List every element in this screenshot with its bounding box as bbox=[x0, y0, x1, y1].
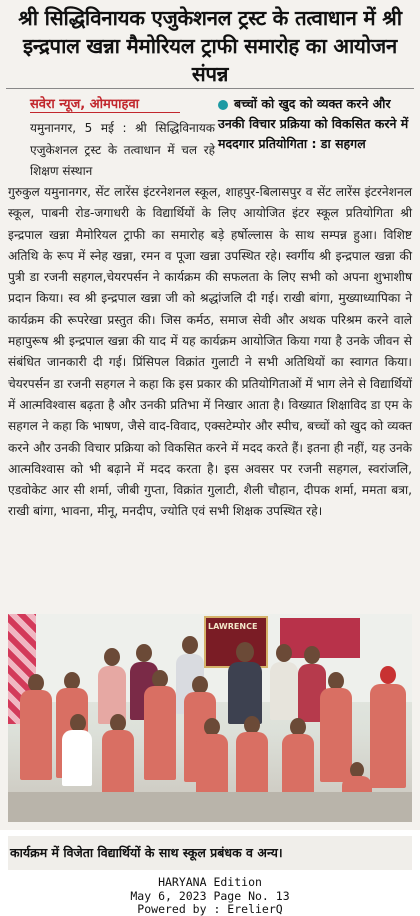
edition-label: HARYANA Edition bbox=[158, 875, 262, 889]
powered-by-label: Powered by : ErelierQ bbox=[137, 902, 283, 916]
person bbox=[144, 686, 176, 780]
headline-divider bbox=[6, 88, 414, 89]
person bbox=[370, 684, 406, 788]
person bbox=[20, 690, 52, 780]
article-intro: यमुनानगर, 5 मई : श्री सिद्धिविनायक एजुकेशनल ट्रस्ट के तत्वाधान में चल रहे शिक्षण संस्थान bbox=[30, 121, 215, 178]
person-head bbox=[380, 666, 396, 684]
photo-floor bbox=[8, 792, 412, 822]
bullet-icon bbox=[218, 100, 228, 110]
person-head bbox=[104, 648, 120, 666]
article-headline: श्री सिद्धिविनायक एजुकेशनल ट्रस्ट के तत्वाधान में श्री इन्द्रपाल खन्ना मैमोरियल ट्राफी समारोह का आयोजन संपन्न bbox=[18, 6, 402, 86]
wall-poster bbox=[280, 618, 360, 658]
dateline-underline bbox=[30, 112, 180, 113]
person bbox=[320, 688, 352, 782]
person bbox=[270, 662, 298, 720]
person-head bbox=[276, 644, 292, 662]
article-body: गुरुकुल यमुनानगर, सेंट लारेंस इंटरनेशनल स्कूल, शाहपुर-बिलासपुर व सेंट लारेंस इंटरनेशनल स्कूल, पाबनी रोड-जगाधरी के विद्यार्थियों के लिए आयोजित इंटर स्कूल प्रतियोगिता श्री इन्द्रपाल खन्ना मैमोरियल ट्राफी का समारोह बड़े हर्षोल्लास के साथ सम्पन्न हुआ। विशिष्ट अतिथि के रूप में स्नेह खन्ना, रमन व पूजा खन्ना उपस्थित रहे। स्वर्गीय श्री इन्द्रपाल खन्ना की पुत्री डा रजनी सहगल,चेयरपर्सन ने कार्यक्रम की सफलता के लिए सभी को अपना शुभाशीष प्रदान किया। स्व श्री इन्द्रपाल खन्ना जी को श्रद्धांजलि दी गई। राखी बांगा, मुख्याध्यापिका ने कार्यक्रम की रूपरेखा प्रस्तुत की। जिस कर्मठ, समाज सेवी और अथक परिश्रम करने वाले महापुरूष श्री इन्द्रपाल खन्ना की याद में यह कार्यक्रम आयोजित किया गया है उनके जीवन से संबंधित जानकारी दी गई। प्रिंसिपल विक्रांत गुलाटी ने सभी अतिथियों का स्वागत किया। चेयरपर्सन डा रजनी सहगल ने कहा कि इस प्रकार की प्रतियोगिताओं में भाग लेने से विद्यार्थियों में आत्मविश्वास बढ़ता है और उनकी प्रतिभा में निखार आता है। विख्यात शिक्षाविद डा एम के सहगल ने कहा कि भाषण, जैसे वाद-विवाद, एक्सटेम्पोर और स्पीच, बच्चों को खुद को व्यक्त करने और उनकी विचार प्रक्रिया को विकसित करने में मदद करते हैं। इतना ही नहीं, यह उनके आत्मविश्वास को भी बढ़ाने में मदद करता है। इस अवसर पर रजनी सहगल, स्वरांजलि, एडवोकेट आर सी शर्मा, जीबी गुप्ता, विक्रांत गुलाटी, शैली चौहान, दीपक शर्मा, ममता बत्रा, राखी बांगा, भावना, मीनू, मनदीप, ज्योति एवं सभी शिक्षक उपस्थित रहे। bbox=[8, 185, 412, 519]
person bbox=[236, 732, 268, 796]
person bbox=[62, 730, 92, 786]
person bbox=[102, 730, 134, 796]
person bbox=[196, 734, 228, 796]
person-head bbox=[136, 644, 152, 662]
person bbox=[228, 662, 262, 724]
event-photo bbox=[8, 614, 412, 822]
subheadline-text: बच्चों को खुद को व्यक्त करने और उनकी विचार प्रक्रिया को विकसित करने में मददगार प्रतियोगिता : डा सहगल bbox=[218, 96, 409, 151]
school-banner-text: LAWRENCE bbox=[208, 622, 258, 631]
photo-caption: कार्यक्रम में विजेता विद्यार्थियों के साथ स्कूल प्रबंधक व अन्य। bbox=[10, 845, 283, 860]
dateline: सवेरा न्यूज, ओमपाहवा bbox=[30, 97, 140, 112]
date-page-label: May 6, 2023 Page No. 13 bbox=[130, 889, 290, 903]
person-head bbox=[304, 646, 320, 664]
subheadline bbox=[218, 94, 414, 154]
person bbox=[282, 734, 314, 796]
person-head bbox=[236, 642, 254, 662]
person-head bbox=[182, 636, 198, 654]
